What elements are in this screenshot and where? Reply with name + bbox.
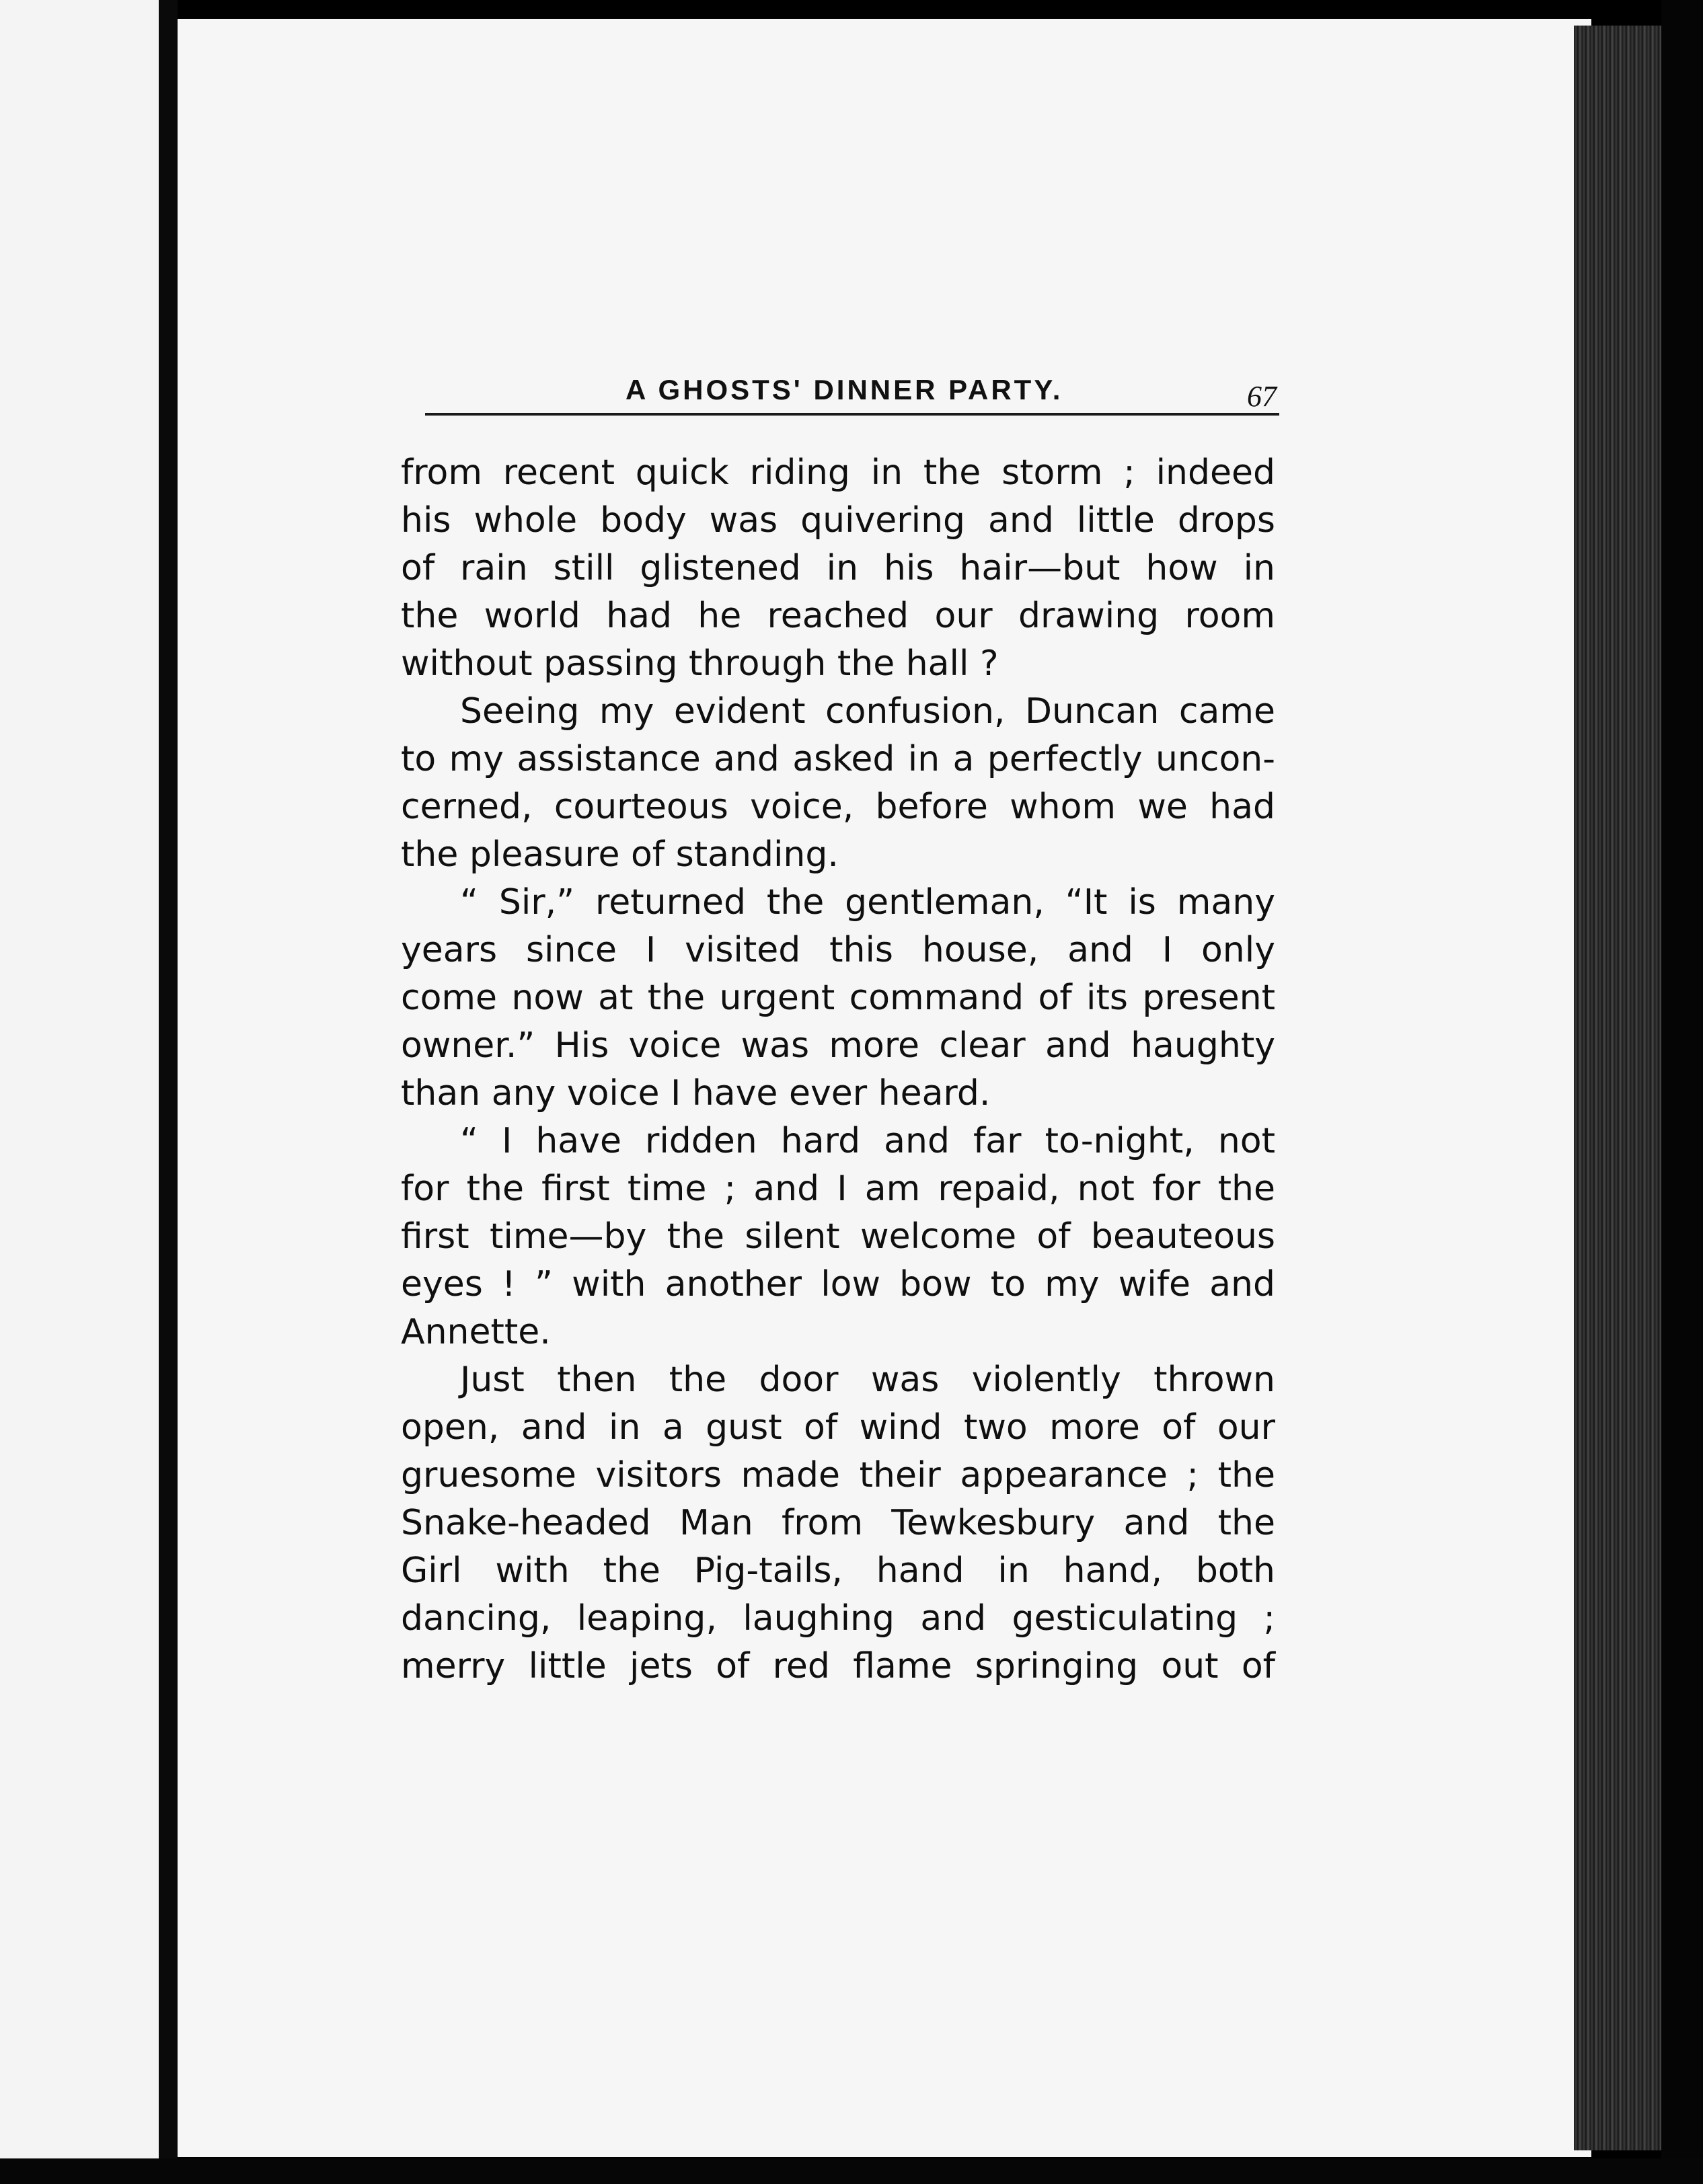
- text-line: cerned, courteous voice, before whom we had: [401, 787, 1275, 827]
- text-line: dancing, leaping, laughing and gesticulating ;: [401, 1598, 1275, 1639]
- text-line: open, and in a gust of wind two more of our: [401, 1407, 1275, 1448]
- scan-border-right: [1661, 0, 1703, 2184]
- body-text: [401, 449, 1275, 1690]
- text-line: Girl with the Pig-tails, hand in hand, both: [401, 1551, 1275, 1591]
- facing-page: [0, 0, 159, 2172]
- text-line: “ Sir,” returned the gentleman, “It is many: [460, 882, 1275, 923]
- text-line: first time—by the silent welcome of beauteous: [401, 1216, 1275, 1257]
- text-line: Seeing my evident confusion, Duncan came: [460, 691, 1275, 732]
- text-line: from recent quick riding in the storm ; indeed: [401, 453, 1275, 493]
- text-line: to my assistance and asked in a perfectly uncon-: [401, 739, 1275, 779]
- text-line: Just then the door was violently thrown: [460, 1360, 1275, 1400]
- text-line: without passing through the hall ?: [401, 644, 999, 684]
- text-line: eyes ! ” with another low bow to my wife and: [401, 1264, 1275, 1304]
- text-line: the pleasure of standing.: [401, 834, 839, 875]
- scan-border-bottom: [0, 2158, 1703, 2184]
- text-line: merry little jets of red flame springing out of: [401, 1646, 1275, 1686]
- text-line: come now at the urgent command of its present: [401, 978, 1275, 1018]
- text-line: of rain still glistened in his hair—but how in: [401, 548, 1275, 588]
- text-line: Annette.: [401, 1312, 551, 1352]
- text-line: than any voice I have ever heard.: [401, 1073, 991, 1114]
- page-number: 67: [1247, 380, 1277, 413]
- running-title: A GHOSTS' DINNER PARTY.: [626, 374, 1063, 405]
- header-rule: [425, 413, 1279, 416]
- text-line: for the first time ; and I am repaid, not for the: [401, 1169, 1275, 1209]
- book-gutter: [159, 0, 178, 2184]
- text-line: the world had he reached our drawing room: [401, 596, 1275, 636]
- text-line: owner.” His voice was more clear and haughty: [401, 1025, 1275, 1066]
- text-line: his whole body was quivering and little drops: [401, 500, 1275, 541]
- text-line: years since I visited this house, and I only: [401, 930, 1275, 970]
- text-line: Snake-headed Man from Tewkesbury and the: [401, 1503, 1275, 1543]
- text-line: gruesome visitors made their appearance ; the: [401, 1455, 1275, 1495]
- text-line: “ I have ridden hard and far to-night, not: [460, 1121, 1275, 1161]
